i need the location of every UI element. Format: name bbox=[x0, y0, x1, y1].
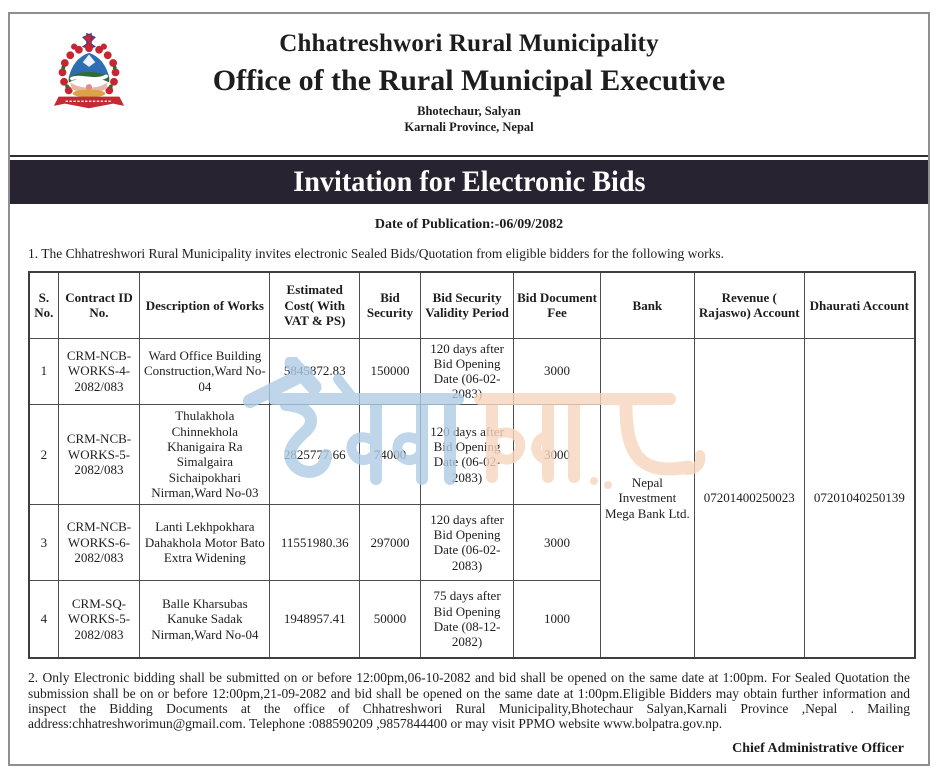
col-header-document-fee: Bid Document Fee bbox=[514, 272, 601, 338]
col-header-bid-security: Bid Security bbox=[359, 272, 420, 338]
bid-table bbox=[28, 271, 916, 659]
municipality-title: Chhatreshwori Rural Municipality bbox=[279, 30, 659, 57]
cell-sno: 3 bbox=[29, 504, 58, 580]
cell-document-fee: 3000 bbox=[514, 404, 601, 504]
cell-description: Thulakhola Chinnekhola Khanigaira Ra Simalgaira Sichaipokhari Nirman,Ward No-03 bbox=[140, 404, 270, 504]
document-page bbox=[8, 12, 930, 766]
cell-estimated-cost: 2825777.66 bbox=[270, 404, 359, 504]
cell-contract-id: CRM-NCB-WORKS-4-2082/083 bbox=[58, 338, 140, 404]
col-header-dhaurati-account: Dhaurati Account bbox=[804, 272, 915, 338]
cell-bank: Nepal Investment Mega Bank Ltd. bbox=[600, 338, 694, 658]
cell-validity: 120 days after Bid Opening Date (06-02-2083) bbox=[421, 404, 514, 504]
cell-contract-id: CRM-SQ-WORKS-5-2082/083 bbox=[58, 580, 140, 658]
cell-validity: 75 days after Bid Opening Date (08-12-2082) bbox=[421, 580, 514, 658]
notice-body bbox=[10, 217, 928, 757]
cell-estimated-cost: 1948957.41 bbox=[270, 580, 359, 658]
cell-contract-id: CRM-NCB-WORKS-6-2082/083 bbox=[58, 504, 140, 580]
intro-paragraph: 1. The Chhatreshwori Rural Municipality invites electronic Sealed Bids/Quotation from eligible bidders for the following works. bbox=[28, 246, 724, 261]
nepal-coat-of-arms-icon bbox=[50, 30, 128, 114]
cell-bid-security: 74000 bbox=[359, 404, 420, 504]
office-title: Office of the Rural Municipal Executive bbox=[212, 64, 726, 97]
cell-description: Ward Office Building Construction,Ward No-04 bbox=[140, 338, 270, 404]
col-header-bank: Bank bbox=[600, 272, 694, 338]
cell-document-fee: 1000 bbox=[514, 580, 601, 658]
cell-revenue-account: 07201400250023 bbox=[694, 338, 804, 658]
col-header-validity: Bid Security Validity Period bbox=[421, 272, 514, 338]
cell-validity: 120 days after Bid Opening Date (06-02-2083) bbox=[421, 504, 514, 580]
col-header-revenue-account: Revenue ( Rajaswo) Account bbox=[694, 272, 804, 338]
terms-paragraph: 2. Only Electronic bidding shall be submitted on or before 12:00pm,06-10-2082 and bid shall be opened on the same date at 1:00pm. For Sealed Quotation the submission shall be on or before 12:00pm,21-09-2082 and bid shall be opened on the same date at 1:00pm.Eligible Bidders may obtain further information and inspect the Bidding Documents at the office of Chhatreshwori Rural Municipality,Bhotechaur Salyan,Karnali Province ,Nepal . Mailing address:chhatreshworimun@gmail.com. Telephone :088590209 ,9857844400 or may visit PPMO website www.bolpatra.gov.np. bbox=[28, 670, 910, 732]
notice-title: Invitation for Electronic Bids bbox=[292, 165, 646, 198]
notice-title-banner bbox=[10, 160, 928, 204]
cell-description: Balle Kharsubas Kanuke Sadak Nirman,Ward No-04 bbox=[140, 580, 270, 658]
cell-sno: 1 bbox=[29, 338, 58, 404]
cell-bid-security: 50000 bbox=[359, 580, 420, 658]
cell-validity: 120 days after Bid Opening Date (06-02-2083) bbox=[421, 338, 514, 404]
col-header-description: Description of Works bbox=[140, 272, 270, 338]
cell-estimated-cost: 5845872.83 bbox=[270, 338, 359, 404]
cell-document-fee: 3000 bbox=[514, 338, 601, 404]
address-line-1: Bhotechaur, Salyan bbox=[417, 104, 521, 118]
col-header-contract-id: Contract ID No. bbox=[58, 272, 140, 338]
cell-dhaurati-account: 07201040250139 bbox=[804, 338, 915, 658]
letterhead bbox=[10, 14, 928, 157]
cell-contract-id: CRM-NCB-WORKS-5-2082/083 bbox=[58, 404, 140, 504]
cell-bid-security: 150000 bbox=[359, 338, 420, 404]
cell-sno: 2 bbox=[29, 404, 58, 504]
publication-date: Date of Publication:-06/09/2082 bbox=[374, 217, 564, 232]
address-line-2: Karnali Province, Nepal bbox=[404, 120, 534, 135]
col-header-estimated-cost: Estimated Cost( With VAT & PS) bbox=[270, 272, 359, 338]
cell-document-fee: 3000 bbox=[514, 504, 601, 580]
cell-estimated-cost: 11551980.36 bbox=[270, 504, 359, 580]
table-row bbox=[29, 338, 915, 404]
cell-description: Lanti Lekhpokhara Dahakhola Motor Bato Extra Widening bbox=[140, 504, 270, 580]
cell-sno: 4 bbox=[29, 580, 58, 658]
signature-title: Chief Administrative Officer bbox=[732, 740, 904, 756]
col-header-sno: S. No. bbox=[29, 272, 58, 338]
cell-bid-security: 297000 bbox=[359, 504, 420, 580]
table-header-row bbox=[29, 272, 915, 338]
